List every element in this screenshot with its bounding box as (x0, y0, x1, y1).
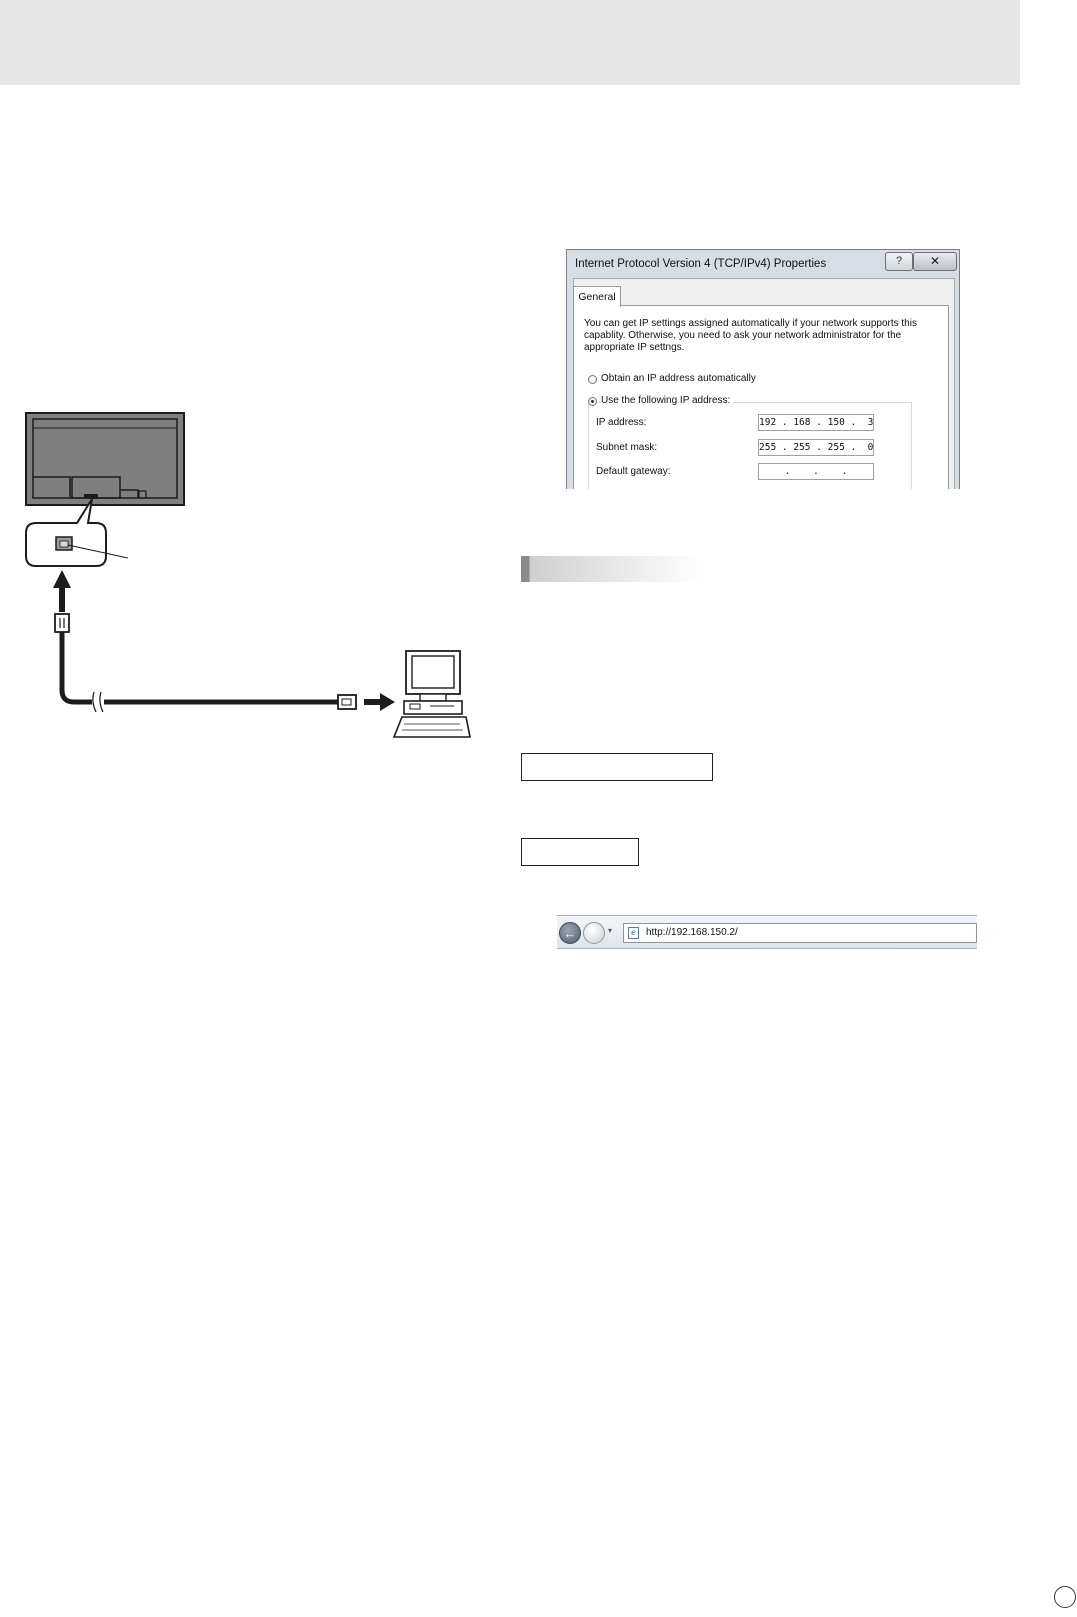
radio-obtain-label: Obtain an IP address automatically (601, 373, 756, 384)
forward-button[interactable] (583, 922, 605, 944)
help-button[interactable]: ? (885, 252, 913, 271)
lan-connection-diagram (0, 0, 480, 760)
radio-use-following[interactable] (588, 397, 597, 406)
lan-port-callout (26, 499, 128, 566)
label-box-2 (521, 838, 639, 866)
lan-cable (62, 632, 340, 702)
tab-general[interactable]: General (573, 286, 621, 307)
subnet-mask-field[interactable]: 255 . 255 . 255 . 0 (758, 439, 874, 456)
monitor-rear-illustration (26, 413, 184, 505)
ip-address-field[interactable]: 192 . 168 . 150 . 3 (758, 414, 874, 431)
general-panel (573, 305, 949, 489)
section-heading-bar (521, 556, 701, 582)
page-icon: e (628, 927, 639, 939)
ip-address-label: IP address: (596, 417, 647, 428)
lan-plug-pc-icon (338, 695, 356, 709)
default-gateway-label: Default gateway: (596, 466, 671, 477)
url-text: http://192.168.150.2/ (646, 927, 738, 938)
dialog-description: You can get IP settings assigned automatically if your network supports this capablity. Otherwise, you need to ask your network administrator for the appropriate IP settngs. (584, 318, 917, 353)
close-button[interactable]: ✕ (913, 252, 957, 271)
arrow-up-icon (53, 570, 71, 612)
dialog-title: Internet Protocol Version 4 (TCP/IPv4) Properties (575, 258, 827, 270)
lan-plug-icon (55, 614, 69, 632)
url-field[interactable] (623, 923, 977, 943)
page-marker-circle (1054, 1586, 1076, 1608)
history-dropdown-icon[interactable]: ▾ (608, 926, 613, 935)
radio-obtain-automatically[interactable] (588, 375, 597, 384)
computer-icon (394, 651, 470, 737)
subnet-mask-label: Subnet mask: (596, 442, 658, 453)
arrow-right-icon (364, 693, 395, 711)
radio-use-following-label: Use the following IP address: (601, 395, 733, 406)
label-box-1 (521, 753, 713, 781)
cable-break-mark (92, 692, 104, 712)
back-button[interactable]: ← (559, 922, 581, 944)
default-gateway-field[interactable]: . . . (758, 463, 874, 480)
browser-address-bar (557, 915, 977, 949)
ipv4-properties-dialog (566, 249, 960, 489)
